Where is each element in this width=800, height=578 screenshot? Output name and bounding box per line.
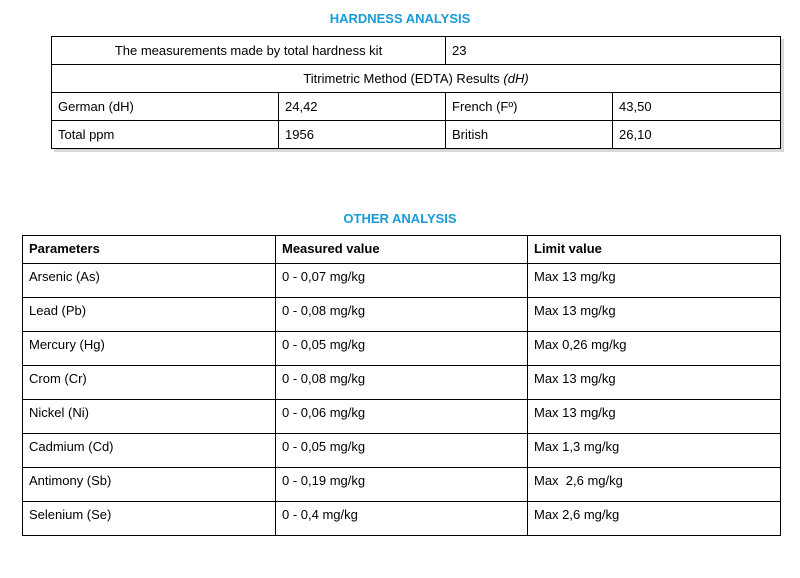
table-row [23, 400, 781, 434]
column-header: Measured value [276, 236, 528, 264]
hardness-label: French (Fº) [446, 93, 613, 121]
measured-value-cell: 0 - 0,19 mg/kg [276, 468, 528, 502]
hardness-value: 1956 [279, 121, 446, 149]
table-row [23, 434, 781, 468]
table-row [23, 332, 781, 366]
parameter-cell: Arsenic (As) [23, 264, 276, 298]
parameter-cell: Lead (Pb) [23, 298, 276, 332]
table-row [23, 298, 781, 332]
parameter-cell: Cadmium (Cd) [23, 434, 276, 468]
table-row [23, 502, 781, 536]
measured-value-cell: 0 - 0,07 mg/kg [276, 264, 528, 298]
hardness-label: British [446, 121, 613, 149]
limit-value-cell: Max 0,26 mg/kg [528, 332, 781, 366]
limit-value-cell: Max 13 mg/kg [528, 298, 781, 332]
hardness-label: German (dH) [52, 93, 279, 121]
limit-value-cell: Max 13 mg/kg [528, 264, 781, 298]
limit-value-cell: Max 2,6 mg/kg [528, 502, 781, 536]
measured-value-cell: 0 - 0,08 mg/kg [276, 298, 528, 332]
hardness-value: 43,50 [613, 93, 781, 121]
method-label: Titrimetric Method (EDTA) Results [303, 71, 500, 86]
method-unit: (dH) [503, 71, 529, 86]
hardness-value: 26,10 [613, 121, 781, 149]
parameter-cell: Selenium (Se) [23, 502, 276, 536]
kit-value: 23 [446, 37, 781, 65]
limit-value-cell: Max 2,6 mg/kg [528, 468, 781, 502]
other-analysis-table [22, 235, 781, 536]
limit-value-cell: Max 13 mg/kg [528, 400, 781, 434]
limit-value-cell: Max 13 mg/kg [528, 366, 781, 400]
other-analysis-heading: OTHER ANALYSIS [343, 211, 457, 226]
parameter-cell: Antimony (Sb) [23, 468, 276, 502]
measured-value-cell: 0 - 0,05 mg/kg [276, 434, 528, 468]
table-row [23, 264, 781, 298]
limit-value-cell: Max 1,3 mg/kg [528, 434, 781, 468]
method-cell [52, 65, 781, 93]
hardness-row [52, 121, 781, 149]
kit-row [52, 37, 781, 65]
measured-value-cell: 0 - 0,4 mg/kg [276, 502, 528, 536]
table-header-row [23, 236, 781, 264]
measured-value-cell: 0 - 0,06 mg/kg [276, 400, 528, 434]
hardness-table [51, 36, 781, 149]
method-row [52, 65, 781, 93]
kit-label: The measurements made by total hardness kit [52, 37, 446, 65]
hardness-row [52, 93, 781, 121]
table-row [23, 468, 781, 502]
column-header: Parameters [23, 236, 276, 264]
parameter-cell: Mercury (Hg) [23, 332, 276, 366]
measured-value-cell: 0 - 0,05 mg/kg [276, 332, 528, 366]
parameter-cell: Nickel (Ni) [23, 400, 276, 434]
column-header: Limit value [528, 236, 781, 264]
hardness-analysis-heading: HARDNESS ANALYSIS [329, 11, 471, 26]
hardness-value: 24,42 [279, 93, 446, 121]
hardness-label: Total ppm [52, 121, 279, 149]
table-row [23, 366, 781, 400]
parameter-cell: Crom (Cr) [23, 366, 276, 400]
measured-value-cell: 0 - 0,08 mg/kg [276, 366, 528, 400]
